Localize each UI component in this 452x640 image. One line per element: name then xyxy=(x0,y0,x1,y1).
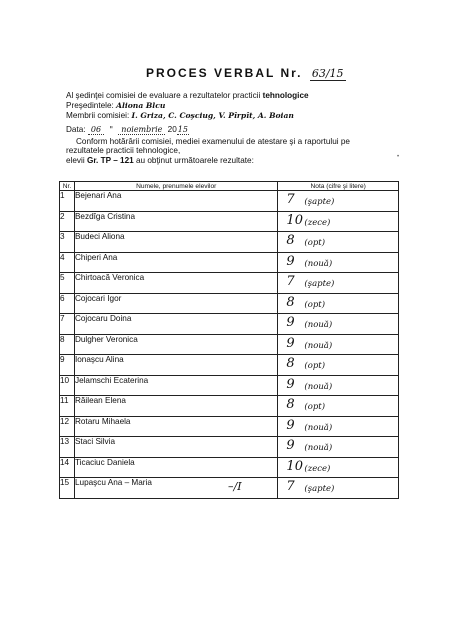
grade-number: 8 xyxy=(286,233,295,248)
header-grade: Nota (cifre şi litere) xyxy=(278,182,399,191)
grade-words: (zece) xyxy=(304,217,331,228)
session-text: Al şedinţei comisiei de evaluare a rezultatelor practicii xyxy=(66,91,261,100)
row-nr: 15 xyxy=(60,478,75,499)
header-name: Numele, prenumele elevilor xyxy=(74,182,277,191)
members-line xyxy=(66,111,294,120)
grade-words: (şapte) xyxy=(304,197,335,207)
grade-number: 9 xyxy=(286,376,295,392)
grade-cell xyxy=(278,375,399,396)
grade-words: (nouă) xyxy=(304,381,333,392)
group-line xyxy=(66,156,254,165)
row-nr: 9 xyxy=(60,355,75,376)
session-bold: tehnologice xyxy=(262,91,309,100)
date-day: 06 xyxy=(88,125,104,135)
grade-number: 9 xyxy=(286,417,295,433)
row-nr: 12 xyxy=(60,416,75,437)
grade-number: 10 xyxy=(286,212,303,228)
scan-speck: • xyxy=(397,154,400,160)
group-suffix: au obţinut următoarele rezultate: xyxy=(135,156,254,165)
student-name: Lupaşcu Ana – Maria xyxy=(74,478,277,499)
grade-words: (nouă) xyxy=(304,320,333,330)
student-name: Cojocaru Doina xyxy=(74,314,277,335)
grade-words: (opt) xyxy=(304,238,326,248)
grade-cell xyxy=(278,293,399,314)
grade-cell xyxy=(278,273,399,294)
grade-cell xyxy=(278,232,399,253)
grade-cell xyxy=(278,334,399,355)
grade-cell xyxy=(278,396,399,417)
grade-cell xyxy=(278,355,399,376)
date-year-prefix: 20 xyxy=(167,125,177,134)
grade-number: 7 xyxy=(286,479,295,494)
table-row xyxy=(60,355,399,376)
grade-cell xyxy=(278,252,399,273)
date-year-hand: 15 xyxy=(177,125,188,134)
row-nr: 7 xyxy=(60,314,75,335)
table-row xyxy=(60,252,399,273)
grade-words: (zece) xyxy=(304,463,331,474)
row-nr: 4 xyxy=(60,252,75,273)
grade-words: (opt) xyxy=(304,299,326,310)
student-name: Dulgher Veronica xyxy=(74,334,277,355)
student-name: Jelamschi Ecaterina xyxy=(74,375,277,396)
header-nr: Nr. xyxy=(60,182,75,191)
date-month: noiembrie xyxy=(118,125,165,135)
row-nr: 1 xyxy=(60,191,75,212)
row-nr: 14 xyxy=(60,457,75,478)
grade-words: (şapte) xyxy=(304,484,335,494)
conform-line-2: rezultatele practicii tehnologice, xyxy=(66,146,181,155)
grade-number: 9 xyxy=(286,438,295,453)
grade-cell xyxy=(278,457,399,478)
student-name: Chirtoacă Veronica xyxy=(74,273,277,294)
student-name: Budeci Aliona xyxy=(74,232,277,253)
grade-words: (opt) xyxy=(304,361,326,371)
row-nr: 5 xyxy=(60,273,75,294)
grade-cell xyxy=(278,191,399,212)
table-row xyxy=(60,437,399,458)
table-row xyxy=(60,457,399,478)
student-name: Staci Silvia xyxy=(74,437,277,458)
grade-number: 9 xyxy=(286,253,295,269)
grade-words: (nouă) xyxy=(304,443,333,453)
student-name: Ticaciuc Daniela xyxy=(74,457,277,478)
grade-number: 10 xyxy=(286,458,303,474)
grade-number: 7 xyxy=(286,274,295,289)
members-names: I. Griza, C. Coşciug, V. Pîrpît, A. Boian xyxy=(131,111,294,120)
grade-cell xyxy=(278,478,399,499)
group-prefix: elevii xyxy=(66,156,85,165)
grade-number: 8 xyxy=(286,397,295,412)
grade-cell xyxy=(278,416,399,437)
session-line xyxy=(66,91,309,100)
grade-cell xyxy=(278,437,399,458)
members-label: Membrii comisiei: xyxy=(66,111,130,120)
table-row xyxy=(60,396,399,417)
table-row xyxy=(60,375,399,396)
row-nr: 11 xyxy=(60,396,75,417)
handwritten-number: 63/15 xyxy=(311,67,344,80)
table-row xyxy=(60,334,399,355)
table-row xyxy=(60,191,399,212)
table-row xyxy=(60,232,399,253)
row-nr: 3 xyxy=(60,232,75,253)
table-header-row xyxy=(60,182,399,191)
document-title xyxy=(146,66,346,80)
row-nr: 13 xyxy=(60,437,75,458)
president-line xyxy=(66,101,165,110)
student-name: Cojocari Igor xyxy=(74,293,277,314)
row-nr: 10 xyxy=(60,375,75,396)
president-name: Aliona Blcu xyxy=(116,101,166,110)
grade-number: 9 xyxy=(286,315,295,330)
student-name: Bezdîga Cristina xyxy=(74,211,277,232)
date-line: Data: 06 " noiembrie 2015 xyxy=(66,125,188,134)
president-label: Preşedintele: xyxy=(66,101,114,110)
date-label: Data: xyxy=(66,125,86,134)
student-name: Bejenari Ana xyxy=(74,191,277,212)
student-name: Ionaşcu Alina xyxy=(74,355,277,376)
grade-words: (nouă) xyxy=(304,258,333,269)
table-row xyxy=(60,314,399,335)
row-nr: 6 xyxy=(60,293,75,314)
grade-words: (nouă) xyxy=(304,340,333,351)
grade-words: (opt) xyxy=(304,402,326,412)
grade-cell xyxy=(278,211,399,232)
grade-number: 9 xyxy=(286,335,295,351)
grade-number: 7 xyxy=(286,192,295,207)
row-nr: 8 xyxy=(60,334,75,355)
group-name: Gr. TP – 121 xyxy=(86,156,134,165)
table-row xyxy=(60,293,399,314)
student-name: Rotaru Mihaela xyxy=(74,416,277,437)
grade-words: (nouă) xyxy=(304,422,333,433)
row-nr: 2 xyxy=(60,211,75,232)
table-row xyxy=(60,273,399,294)
grade-number: 8 xyxy=(286,356,295,371)
grade-cell xyxy=(278,314,399,335)
grade-number: 8 xyxy=(286,294,295,310)
grades-table xyxy=(59,181,399,499)
conform-line-1: Conform hotărârii comisiei, mediei examenului de atestare şi a raportului pe xyxy=(76,137,350,146)
grade-words: (şapte) xyxy=(304,279,335,289)
table-row xyxy=(60,416,399,437)
table-row xyxy=(60,211,399,232)
student-name: Chiperi Ana xyxy=(74,252,277,273)
title-text: PROCES VERBAL Nr. xyxy=(146,66,303,80)
student-name: Răilean Elena xyxy=(74,396,277,417)
end-mark: –/I xyxy=(228,480,242,493)
